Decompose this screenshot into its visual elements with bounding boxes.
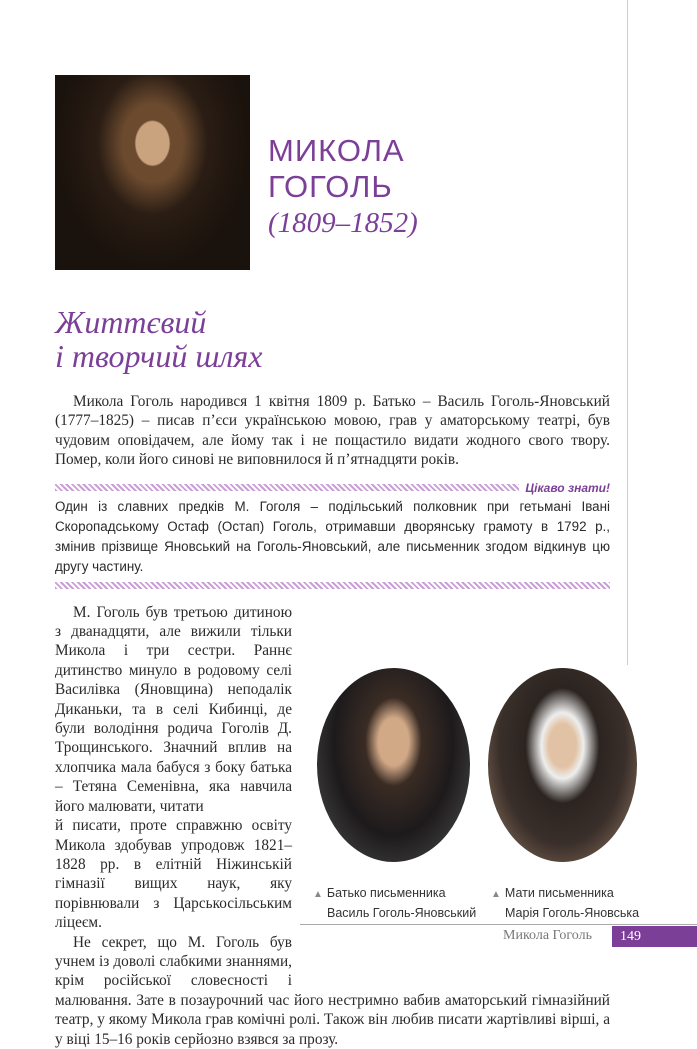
name-line2: ГОГОЛЬ xyxy=(268,169,393,204)
triangle-icon: ▲ xyxy=(491,889,501,900)
father-portrait xyxy=(317,668,470,862)
paragraph-2: М. Гоголь був третьою дитиною з дванадцяти, але вижили тільки Микола і три сестри. Раннє дитинство минуло в родовому селі Василівка (Яновщина) неподалік Диканьки, та в селі Кибинці, де були володіння родича Гоголів Д. Трощинського. Значний вплив на хлопчика мала бабуся з боку батька – Тетяна Семенівна, яка навчила його малювати, читати xyxy=(55,603,292,815)
caption-line1: Мати письменника xyxy=(504,886,614,900)
fact-label: Цікаво знати! xyxy=(525,480,610,495)
fact-band-top xyxy=(55,484,519,491)
fact-text: Один із славних предків М. Гоголя – подільський полковник при гетьмані Івані Скоропадському Остаф (Остап) Гоголь, отримавши дворянську грамоту в 1792 р., змінив прізвище Яновський на Гоголь-Яновський, але письменник згодом відкинув цю другу частину. xyxy=(55,498,610,574)
name-line1: МИКОЛА xyxy=(268,133,405,168)
caption-mother xyxy=(491,884,639,922)
footer-title: Микола Гоголь xyxy=(503,928,592,943)
author-dates: (1809–1852) xyxy=(268,207,418,239)
section-heading xyxy=(55,305,263,373)
mother-portrait xyxy=(488,668,637,862)
margin-rule xyxy=(627,0,628,665)
paragraph-4: Не секрет, що М. Гоголь був учнем із доволі слабкими знаннями, крім російської словесності і малювання. Зате в позаурочний час його нестримно вабив аматорський гімназійний театр, у якому Микола грав комічні ролі. Також він любив писати жартівливі вірші, а у віці 15–16 років серйозно взявся за прозу. xyxy=(55,933,610,1048)
heading-line1: Життєвий xyxy=(55,304,207,340)
caption-line2: Василь Гоголь-Яновський xyxy=(327,906,477,920)
author-name xyxy=(268,133,405,205)
triangle-icon: ▲ xyxy=(313,889,323,900)
paragraph-3: й писати, проте справжню освіту Микола здобував упродовж 1821–1828 рр. в елітній Ніжинській гімназії вищих наук, яку порівнювали з Царськосільським ліцеєм. xyxy=(55,817,292,932)
caption-line2: Марія Гоголь-Яновська xyxy=(505,906,640,920)
heading-line2: і творчий шлях xyxy=(55,338,263,374)
fact-band-bottom xyxy=(55,582,610,589)
gogol-portrait xyxy=(55,75,250,270)
footer-rule xyxy=(300,924,697,925)
fact-header xyxy=(55,480,610,496)
caption-father xyxy=(313,884,476,922)
caption-line1: Батько письменника xyxy=(326,886,446,900)
paragraph-1: Микола Гоголь народився 1 квітня 1809 р. Батько – Василь Гоголь-Яновський (1777–1825) – писав п’єси українською мовою, грав у аматорському театрі, був чудовим оповідачем, але йому так і не пощастило видати жодного свого твору. Помер, коли його синові не виповнилося й п’ятнадцяти років. xyxy=(55,393,610,469)
page-number: 149 xyxy=(612,926,697,947)
